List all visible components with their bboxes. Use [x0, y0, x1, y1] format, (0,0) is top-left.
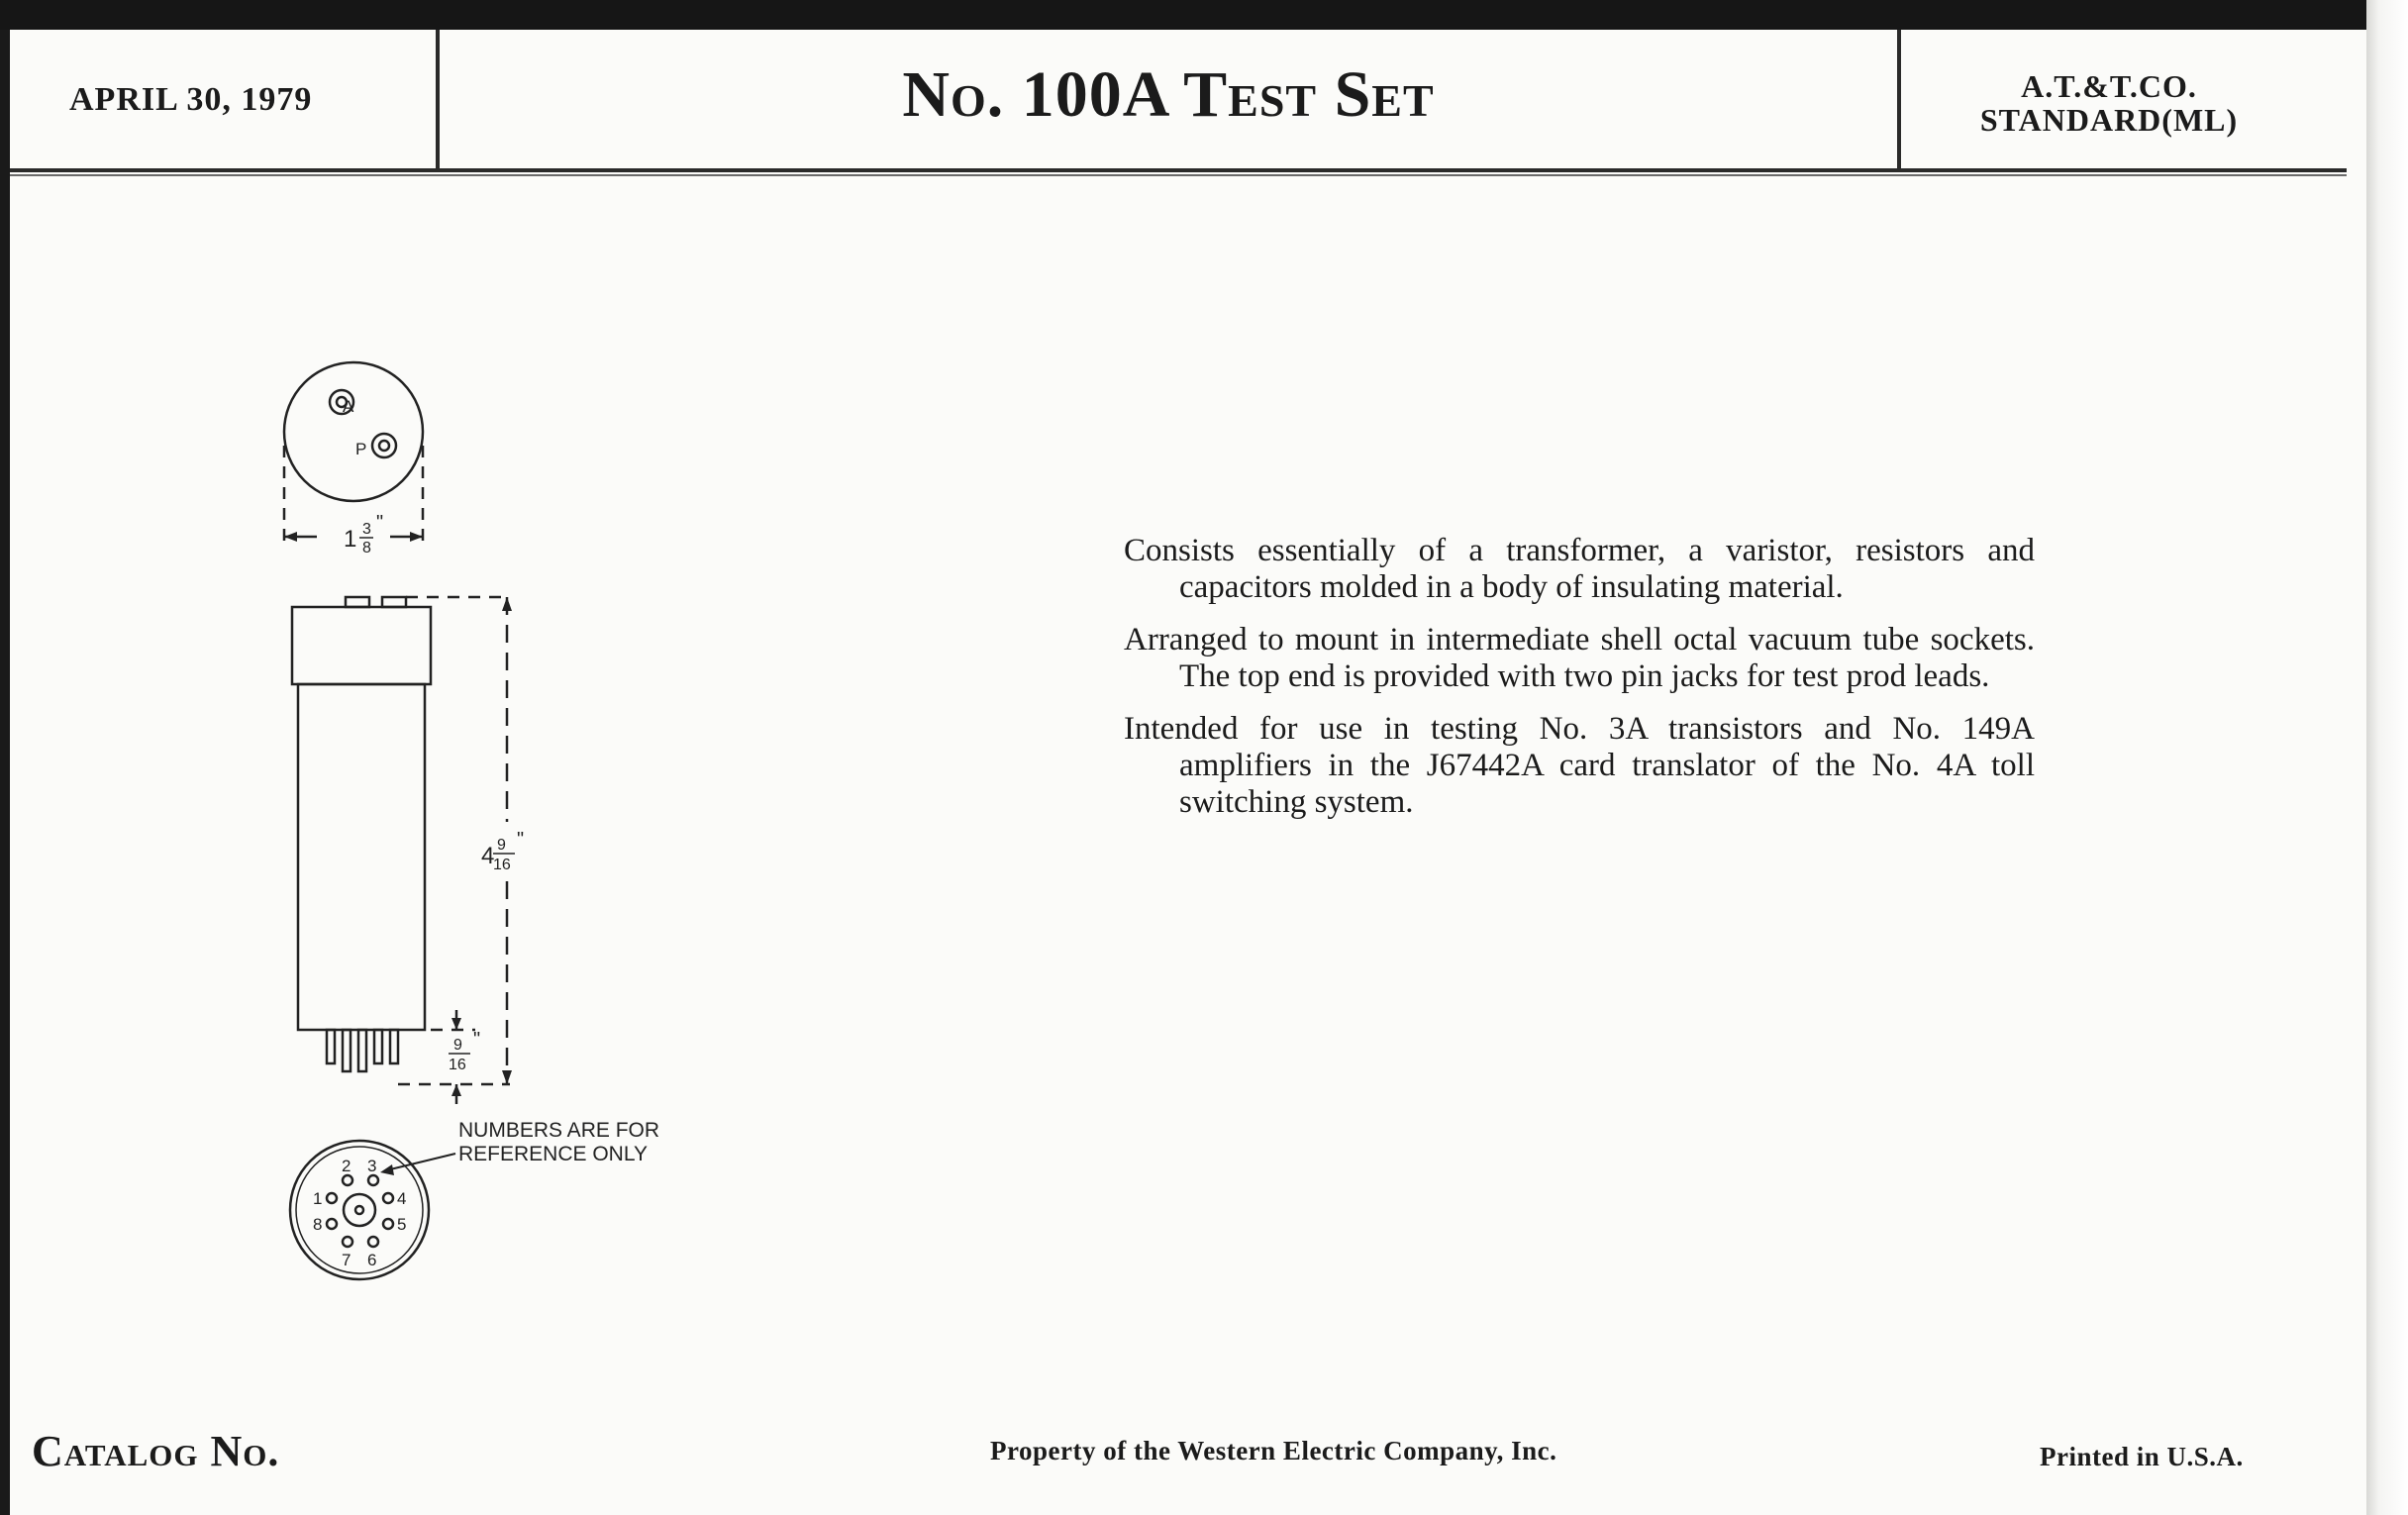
reference-note-line1: NUMBERS ARE FOR	[458, 1119, 660, 1142]
note-leader	[386, 1154, 455, 1170]
description-paragraph: Consists essentially of a transformer, a varistor, resistors and capacitors molded in a body of insulating material.	[1124, 533, 2035, 605]
top-view-outline	[284, 362, 423, 501]
pin-hole-5	[383, 1219, 393, 1229]
pin-arrow-bottom	[452, 1084, 461, 1096]
standard-designation: STANDARD(ML)	[1979, 102, 2239, 138]
pin	[343, 1030, 351, 1071]
description	[1124, 533, 2035, 837]
property-notice: Property of the Western Electric Company, Inc.	[990, 1436, 1557, 1465]
catalog-card	[10, 30, 2366, 1515]
height-frac-den: 16	[493, 857, 511, 873]
jack-a-label: A	[343, 397, 354, 416]
pin	[358, 1030, 366, 1071]
height-arrow-top	[502, 597, 512, 611]
standard-company: A.T.&T.CO.	[2021, 68, 2197, 104]
pin-hole-6	[368, 1237, 378, 1247]
pin-number-4: 4	[397, 1189, 407, 1208]
pin-unit: "	[473, 1029, 481, 1051]
height-unit: "	[517, 829, 525, 851]
pin-hole-2	[343, 1175, 352, 1185]
jack-p-inner	[379, 441, 389, 451]
printed-in-notice: Printed in U.S.A.	[2040, 1442, 2244, 1471]
jack-p-label: P	[355, 440, 367, 458]
page-title: No. 100A Test Set	[902, 58, 1435, 131]
diameter-unit: "	[376, 512, 384, 534]
pin-jack-top-left	[346, 597, 369, 607]
pin	[374, 1030, 382, 1063]
base-key	[344, 1194, 375, 1226]
pin-hole-1	[327, 1193, 337, 1203]
pin-number-5: 5	[397, 1215, 407, 1234]
scan-top-edge	[0, 0, 2408, 30]
pin-hole-8	[327, 1219, 337, 1229]
base-outer-ring	[290, 1141, 429, 1279]
pin-number-1: 1	[313, 1189, 323, 1208]
base-key-center	[355, 1206, 363, 1214]
base-inner-ring	[296, 1147, 423, 1273]
diameter-frac-num: 3	[362, 521, 371, 538]
pin-hole-7	[343, 1237, 352, 1247]
pin-jack-top-right	[382, 597, 406, 607]
base-view	[290, 1141, 429, 1279]
pin-hole-4	[383, 1193, 393, 1203]
issue-date: APRIL 30, 1979	[69, 81, 313, 118]
body-cap	[292, 607, 431, 684]
top-view	[284, 362, 423, 545]
height-whole: 4	[481, 843, 495, 869]
note-leader-arrow	[380, 1164, 394, 1175]
standard-block	[1901, 69, 2317, 137]
jack-p-outer	[372, 434, 396, 457]
reference-note-line2: REFERENCE ONLY	[458, 1143, 648, 1165]
pin-number-7: 7	[342, 1251, 351, 1269]
pin-hole-3	[368, 1175, 378, 1185]
pin-arrow-top	[452, 1018, 461, 1030]
scan-right-edge	[2366, 0, 2408, 1515]
pin-frac-num: 9	[453, 1037, 462, 1054]
pin-number-8: 8	[313, 1215, 323, 1234]
description-paragraph: Intended for use in testing No. 3A transistors and No. 149A amplifiers in the J67442A card translator of the No. 4A toll switching system.	[1124, 711, 2035, 820]
description-paragraph: Arranged to mount in intermediate shell octal vacuum tube sockets. The top end is provided with two pin jacks for test prod leads.	[1124, 622, 2035, 694]
pin	[390, 1030, 398, 1063]
pin-frac-den: 16	[449, 1057, 466, 1073]
test-set-drawing	[10, 30, 901, 1317]
pin-number-6: 6	[367, 1251, 377, 1269]
pin-number-2: 2	[342, 1157, 351, 1175]
pin-number-3: 3	[367, 1157, 377, 1175]
height-arrow-bottom	[502, 1070, 512, 1084]
diameter-frac-den: 8	[362, 540, 371, 556]
diameter-whole: 1	[344, 526, 357, 553]
pin	[327, 1030, 335, 1063]
diameter-arrow-left	[284, 532, 297, 542]
catalog-number-label: Catalog No.	[32, 1427, 280, 1475]
height-frac-num: 9	[497, 837, 506, 854]
diameter-arrow-right	[410, 532, 423, 542]
body-shell	[298, 684, 425, 1030]
